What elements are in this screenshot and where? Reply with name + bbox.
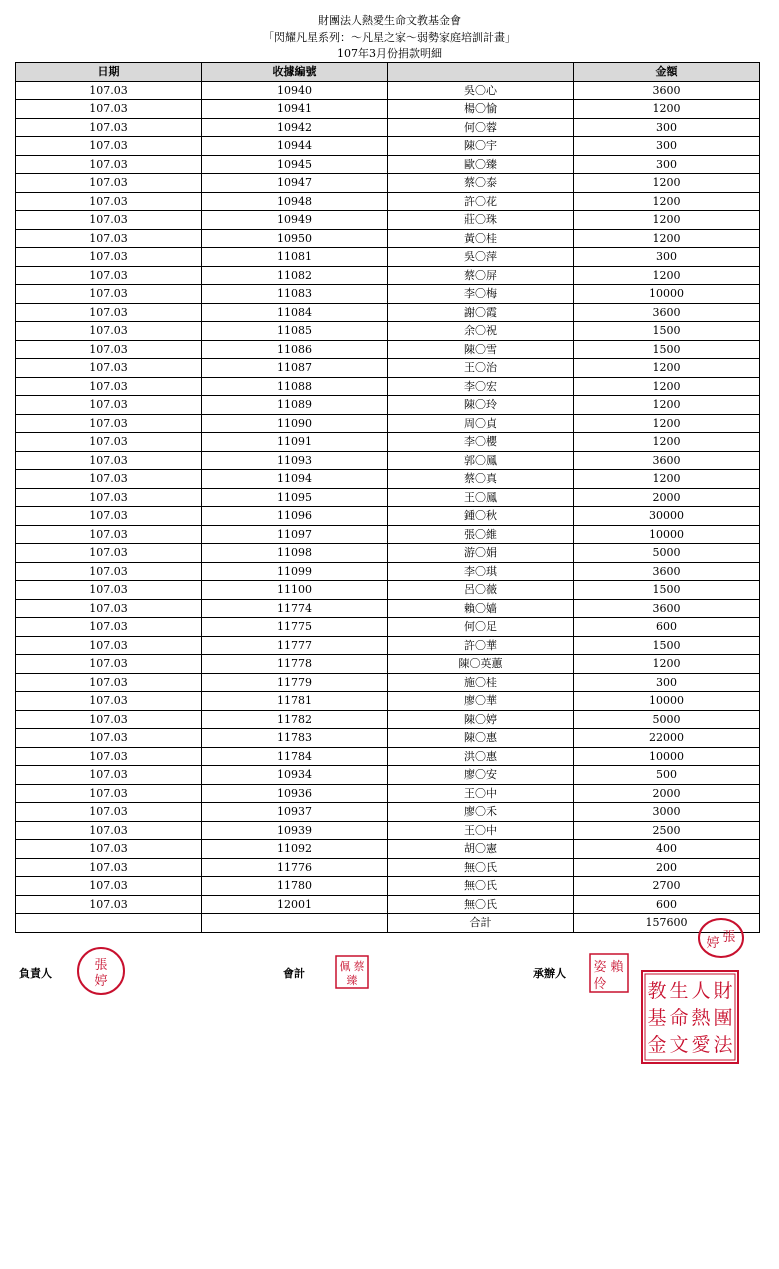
svg-text:婷: 婷: [94, 974, 108, 989]
cell-date: 107.03: [16, 285, 202, 304]
cell-amount: 1200: [574, 359, 760, 378]
table-row: [16, 618, 760, 637]
cell-receipt-number: 11083: [202, 285, 388, 304]
cell-amount: 1500: [574, 581, 760, 600]
cell-donor-name: 李〇琪: [388, 562, 574, 581]
table-header-row: [16, 63, 760, 82]
cell-donor-name: 周〇貞: [388, 414, 574, 433]
handler-seal: [589, 953, 629, 993]
cell-donor-name: 張〇維: [388, 525, 574, 544]
cell-amount: 22000: [574, 729, 760, 748]
table-row: [16, 396, 760, 415]
table-row: [16, 692, 760, 711]
cell-date: 107.03: [16, 525, 202, 544]
table-row: [16, 451, 760, 470]
handler-label: 承辦人: [533, 967, 566, 980]
table-row: [16, 729, 760, 748]
table-row: [16, 229, 760, 248]
cell-date: 107.03: [16, 303, 202, 322]
table-row: [16, 747, 760, 766]
cell-amount: 2000: [574, 488, 760, 507]
cell-date: 107.03: [16, 803, 202, 822]
cell-date: 107.03: [16, 229, 202, 248]
table-row: [16, 248, 760, 267]
table-row: [16, 470, 760, 489]
cell-donor-name: 鍾〇秋: [388, 507, 574, 526]
cell-date: 107.03: [16, 729, 202, 748]
table-row: [16, 285, 760, 304]
table-row: [16, 507, 760, 526]
cell-amount: 1200: [574, 229, 760, 248]
table-row: [16, 359, 760, 378]
cell-amount: 300: [574, 155, 760, 174]
cell-donor-name: 游〇娟: [388, 544, 574, 563]
table-row: [16, 155, 760, 174]
table-row: [16, 211, 760, 230]
cell-donor-name: 賴〇嫱: [388, 599, 574, 618]
cell-date: 107.03: [16, 877, 202, 896]
svg-text:蔡: 蔡: [353, 960, 365, 973]
cell-date: 107.03: [16, 81, 202, 100]
cell-amount: 1200: [574, 470, 760, 489]
total-value: 157600: [574, 914, 760, 933]
table-row: [16, 581, 760, 600]
table-row: [16, 562, 760, 581]
cell-date: 107.03: [16, 414, 202, 433]
cell-amount: 1200: [574, 433, 760, 452]
table-row: [16, 433, 760, 452]
org-title: 財團法人熱愛生命文教基金會: [318, 14, 461, 27]
cell-amount: 1500: [574, 636, 760, 655]
svg-text:金: 金: [647, 1034, 667, 1056]
cell-receipt-number: 11085: [202, 322, 388, 341]
cell-receipt-number: 11090: [202, 414, 388, 433]
cell-donor-name: 蔡〇屏: [388, 266, 574, 285]
cell-receipt-number: 11092: [202, 840, 388, 859]
cell-date: 107.03: [16, 451, 202, 470]
responsible-person-label: 負責人: [19, 967, 52, 980]
cell-amount: 1200: [574, 192, 760, 211]
cell-donor-name: 李〇宏: [388, 377, 574, 396]
cell-donor-name: 王〇中: [388, 784, 574, 803]
cell-amount: 10000: [574, 525, 760, 544]
table-row: [16, 544, 760, 563]
cell-amount: 1200: [574, 100, 760, 119]
table-row: [16, 81, 760, 100]
cell-amount: 5000: [574, 544, 760, 563]
cell-amount: 2500: [574, 821, 760, 840]
table-row: [16, 858, 760, 877]
table-row: [16, 821, 760, 840]
cell-donor-name: 陳〇惠: [388, 729, 574, 748]
svg-text:財: 財: [713, 980, 733, 1002]
svg-text:人: 人: [691, 980, 711, 1002]
foundation-seal: [641, 970, 739, 1064]
table-row: [16, 895, 760, 914]
cell-receipt-number: 11780: [202, 877, 388, 896]
cell-receipt-number: 10934: [202, 766, 388, 785]
table-row: [16, 414, 760, 433]
cell-donor-name: 許〇華: [388, 636, 574, 655]
chair-seal: [697, 917, 745, 959]
cell-donor-name: 郭〇鳳: [388, 451, 574, 470]
cell-amount: 1200: [574, 655, 760, 674]
table-row: [16, 877, 760, 896]
table-row: [16, 174, 760, 193]
column-header-receipt: 收據編號: [202, 63, 388, 82]
cell-receipt-number: 11776: [202, 858, 388, 877]
table-row: [16, 525, 760, 544]
cell-donor-name: 廖〇安: [388, 766, 574, 785]
cell-receipt-number: 11782: [202, 710, 388, 729]
cell-amount: 600: [574, 618, 760, 637]
cell-receipt-number: 10944: [202, 137, 388, 156]
column-header-date: 日期: [16, 63, 202, 82]
cell-receipt-number: 10940: [202, 81, 388, 100]
cell-receipt-number: 11089: [202, 396, 388, 415]
project-title: 「閃耀凡星系列：〜凡星之家〜弱勢家庭培訓計畫」: [263, 31, 516, 44]
cell-amount: 600: [574, 895, 760, 914]
total-empty-cell: [16, 914, 202, 933]
cell-receipt-number: 11087: [202, 359, 388, 378]
cell-amount: 10000: [574, 747, 760, 766]
table-row: [16, 803, 760, 822]
cell-date: 107.03: [16, 618, 202, 637]
table-row: [16, 488, 760, 507]
cell-date: 107.03: [16, 636, 202, 655]
cell-amount: 300: [574, 118, 760, 137]
cell-donor-name: 無〇氏: [388, 858, 574, 877]
cell-amount: 500: [574, 766, 760, 785]
cell-donor-name: 余〇祝: [388, 322, 574, 341]
cell-donor-name: 楊〇愉: [388, 100, 574, 119]
cell-amount: 1200: [574, 414, 760, 433]
table-row: [16, 840, 760, 859]
svg-text:賴: 賴: [610, 960, 624, 975]
cell-receipt-number: 11098: [202, 544, 388, 563]
cell-date: 107.03: [16, 821, 202, 840]
cell-receipt-number: 10942: [202, 118, 388, 137]
cell-date: 107.03: [16, 655, 202, 674]
cell-amount: 3600: [574, 451, 760, 470]
cell-date: 107.03: [16, 710, 202, 729]
cell-donor-name: 黃〇桂: [388, 229, 574, 248]
svg-text:張: 張: [94, 958, 108, 973]
report-subtitle: 107年3月份捐款明細: [337, 47, 442, 60]
cell-receipt-number: 11095: [202, 488, 388, 507]
table-row: [16, 100, 760, 119]
cell-date: 107.03: [16, 766, 202, 785]
cell-donor-name: 蔡〇泰: [388, 174, 574, 193]
column-header-amount: 金額: [574, 63, 760, 82]
cell-donor-name: 李〇梅: [388, 285, 574, 304]
cell-donor-name: 謝〇霞: [388, 303, 574, 322]
cell-receipt-number: 11082: [202, 266, 388, 285]
cell-date: 107.03: [16, 673, 202, 692]
cell-receipt-number: 11094: [202, 470, 388, 489]
cell-amount: 300: [574, 137, 760, 156]
cell-donor-name: 無〇氏: [388, 877, 574, 896]
cell-date: 107.03: [16, 581, 202, 600]
cell-donor-name: 廖〇華: [388, 692, 574, 711]
total-label: 合計: [388, 914, 574, 933]
cell-receipt-number: 11084: [202, 303, 388, 322]
cell-receipt-number: 10936: [202, 784, 388, 803]
cell-amount: 10000: [574, 692, 760, 711]
cell-receipt-number: 11774: [202, 599, 388, 618]
table-row: [16, 340, 760, 359]
cell-amount: 1200: [574, 266, 760, 285]
cell-date: 107.03: [16, 507, 202, 526]
svg-text:命: 命: [669, 1007, 689, 1029]
cell-receipt-number: 10950: [202, 229, 388, 248]
table-row: [16, 784, 760, 803]
cell-date: 107.03: [16, 895, 202, 914]
cell-date: 107.03: [16, 266, 202, 285]
cell-receipt-number: 11100: [202, 581, 388, 600]
cell-receipt-number: 12001: [202, 895, 388, 914]
cell-donor-name: 許〇花: [388, 192, 574, 211]
cell-amount: 3600: [574, 81, 760, 100]
cell-amount: 1200: [574, 396, 760, 415]
cell-date: 107.03: [16, 488, 202, 507]
table-row: [16, 636, 760, 655]
cell-donor-name: 陳〇婷: [388, 710, 574, 729]
cell-amount: 3600: [574, 303, 760, 322]
cell-donor-name: 陳〇玲: [388, 396, 574, 415]
accountant-seal: [335, 955, 369, 989]
svg-text:臻: 臻: [346, 974, 358, 987]
cell-date: 107.03: [16, 155, 202, 174]
cell-amount: 2000: [574, 784, 760, 803]
column-header-name: [388, 63, 574, 82]
cell-date: 107.03: [16, 544, 202, 563]
table-row: [16, 303, 760, 322]
cell-date: 107.03: [16, 692, 202, 711]
cell-amount: 10000: [574, 285, 760, 304]
cell-donor-name: 陳〇宇: [388, 137, 574, 156]
table-row: [16, 137, 760, 156]
svg-text:文: 文: [669, 1034, 689, 1056]
cell-date: 107.03: [16, 784, 202, 803]
cell-receipt-number: 11784: [202, 747, 388, 766]
cell-date: 107.03: [16, 747, 202, 766]
total-empty-cell: [202, 914, 388, 933]
table-row: [16, 655, 760, 674]
cell-receipt-number: 11081: [202, 248, 388, 267]
responsible-seal: [76, 946, 126, 996]
cell-donor-name: 呂〇薇: [388, 581, 574, 600]
table-row: [16, 192, 760, 211]
cell-receipt-number: 10937: [202, 803, 388, 822]
cell-receipt-number: 11778: [202, 655, 388, 674]
cell-date: 107.03: [16, 322, 202, 341]
cell-receipt-number: 11777: [202, 636, 388, 655]
cell-date: 107.03: [16, 211, 202, 230]
svg-text:姿: 姿: [593, 960, 607, 975]
cell-date: 107.03: [16, 174, 202, 193]
cell-receipt-number: 11091: [202, 433, 388, 452]
svg-text:伶: 伶: [593, 977, 607, 992]
cell-date: 107.03: [16, 562, 202, 581]
cell-amount: 3000: [574, 803, 760, 822]
table-row: [16, 673, 760, 692]
cell-amount: 1200: [574, 211, 760, 230]
cell-amount: 1200: [574, 377, 760, 396]
cell-date: 107.03: [16, 118, 202, 137]
svg-text:婷: 婷: [706, 936, 720, 951]
table-row: [16, 322, 760, 341]
table-body: [16, 81, 760, 914]
table-row: [16, 266, 760, 285]
cell-receipt-number: 11097: [202, 525, 388, 544]
cell-receipt-number: 10945: [202, 155, 388, 174]
donation-table: [15, 62, 760, 933]
cell-date: 107.03: [16, 377, 202, 396]
cell-amount: 1200: [574, 174, 760, 193]
total-row: [16, 914, 760, 933]
table-row: [16, 766, 760, 785]
cell-amount: 1500: [574, 322, 760, 341]
cell-donor-name: 歐〇臻: [388, 155, 574, 174]
cell-amount: 400: [574, 840, 760, 859]
cell-receipt-number: 10947: [202, 174, 388, 193]
cell-date: 107.03: [16, 433, 202, 452]
cell-receipt-number: 11099: [202, 562, 388, 581]
cell-date: 107.03: [16, 192, 202, 211]
cell-date: 107.03: [16, 359, 202, 378]
cell-donor-name: 洪〇惠: [388, 747, 574, 766]
cell-amount: 300: [574, 673, 760, 692]
cell-donor-name: 蔡〇真: [388, 470, 574, 489]
cell-amount: 300: [574, 248, 760, 267]
cell-date: 107.03: [16, 137, 202, 156]
svg-text:團: 團: [713, 1007, 733, 1029]
cell-donor-name: 胡〇憲: [388, 840, 574, 859]
cell-date: 107.03: [16, 340, 202, 359]
cell-donor-name: 王〇治: [388, 359, 574, 378]
svg-text:熱: 熱: [691, 1007, 711, 1029]
cell-receipt-number: 11775: [202, 618, 388, 637]
cell-donor-name: 王〇中: [388, 821, 574, 840]
cell-receipt-number: 10949: [202, 211, 388, 230]
cell-receipt-number: 11086: [202, 340, 388, 359]
svg-text:佩: 佩: [339, 960, 351, 973]
cell-donor-name: 王〇鳳: [388, 488, 574, 507]
cell-amount: 1500: [574, 340, 760, 359]
cell-receipt-number: 11088: [202, 377, 388, 396]
cell-donor-name: 廖〇禾: [388, 803, 574, 822]
table-row: [16, 118, 760, 137]
cell-donor-name: 莊〇珠: [388, 211, 574, 230]
cell-date: 107.03: [16, 396, 202, 415]
svg-text:生: 生: [669, 980, 689, 1002]
svg-text:基: 基: [647, 1007, 667, 1029]
table-row: [16, 710, 760, 729]
cell-donor-name: 陳〇英蕙: [388, 655, 574, 674]
cell-date: 107.03: [16, 858, 202, 877]
cell-date: 107.03: [16, 100, 202, 119]
cell-receipt-number: 11096: [202, 507, 388, 526]
cell-amount: 3600: [574, 562, 760, 581]
accountant-label: 會計: [283, 967, 305, 980]
cell-donor-name: 無〇氏: [388, 895, 574, 914]
cell-date: 107.03: [16, 599, 202, 618]
cell-amount: 200: [574, 858, 760, 877]
cell-amount: 2700: [574, 877, 760, 896]
cell-date: 107.03: [16, 470, 202, 489]
svg-text:教: 教: [647, 980, 667, 1002]
svg-text:愛: 愛: [691, 1034, 711, 1056]
cell-donor-name: 吳〇心: [388, 81, 574, 100]
cell-donor-name: 陳〇雪: [388, 340, 574, 359]
table-row: [16, 599, 760, 618]
cell-donor-name: 李〇櫻: [388, 433, 574, 452]
cell-receipt-number: 10941: [202, 100, 388, 119]
cell-date: 107.03: [16, 840, 202, 859]
table-row: [16, 377, 760, 396]
cell-donor-name: 施〇桂: [388, 673, 574, 692]
cell-amount: 3600: [574, 599, 760, 618]
cell-receipt-number: 11781: [202, 692, 388, 711]
cell-donor-name: 何〇足: [388, 618, 574, 637]
cell-amount: 30000: [574, 507, 760, 526]
cell-receipt-number: 11093: [202, 451, 388, 470]
cell-date: 107.03: [16, 248, 202, 267]
cell-donor-name: 何〇蓉: [388, 118, 574, 137]
cell-receipt-number: 11783: [202, 729, 388, 748]
cell-receipt-number: 10948: [202, 192, 388, 211]
svg-text:法: 法: [713, 1034, 733, 1056]
cell-receipt-number: 11779: [202, 673, 388, 692]
cell-donor-name: 吳〇萍: [388, 248, 574, 267]
cell-amount: 5000: [574, 710, 760, 729]
cell-receipt-number: 10939: [202, 821, 388, 840]
svg-text:張: 張: [722, 930, 736, 945]
